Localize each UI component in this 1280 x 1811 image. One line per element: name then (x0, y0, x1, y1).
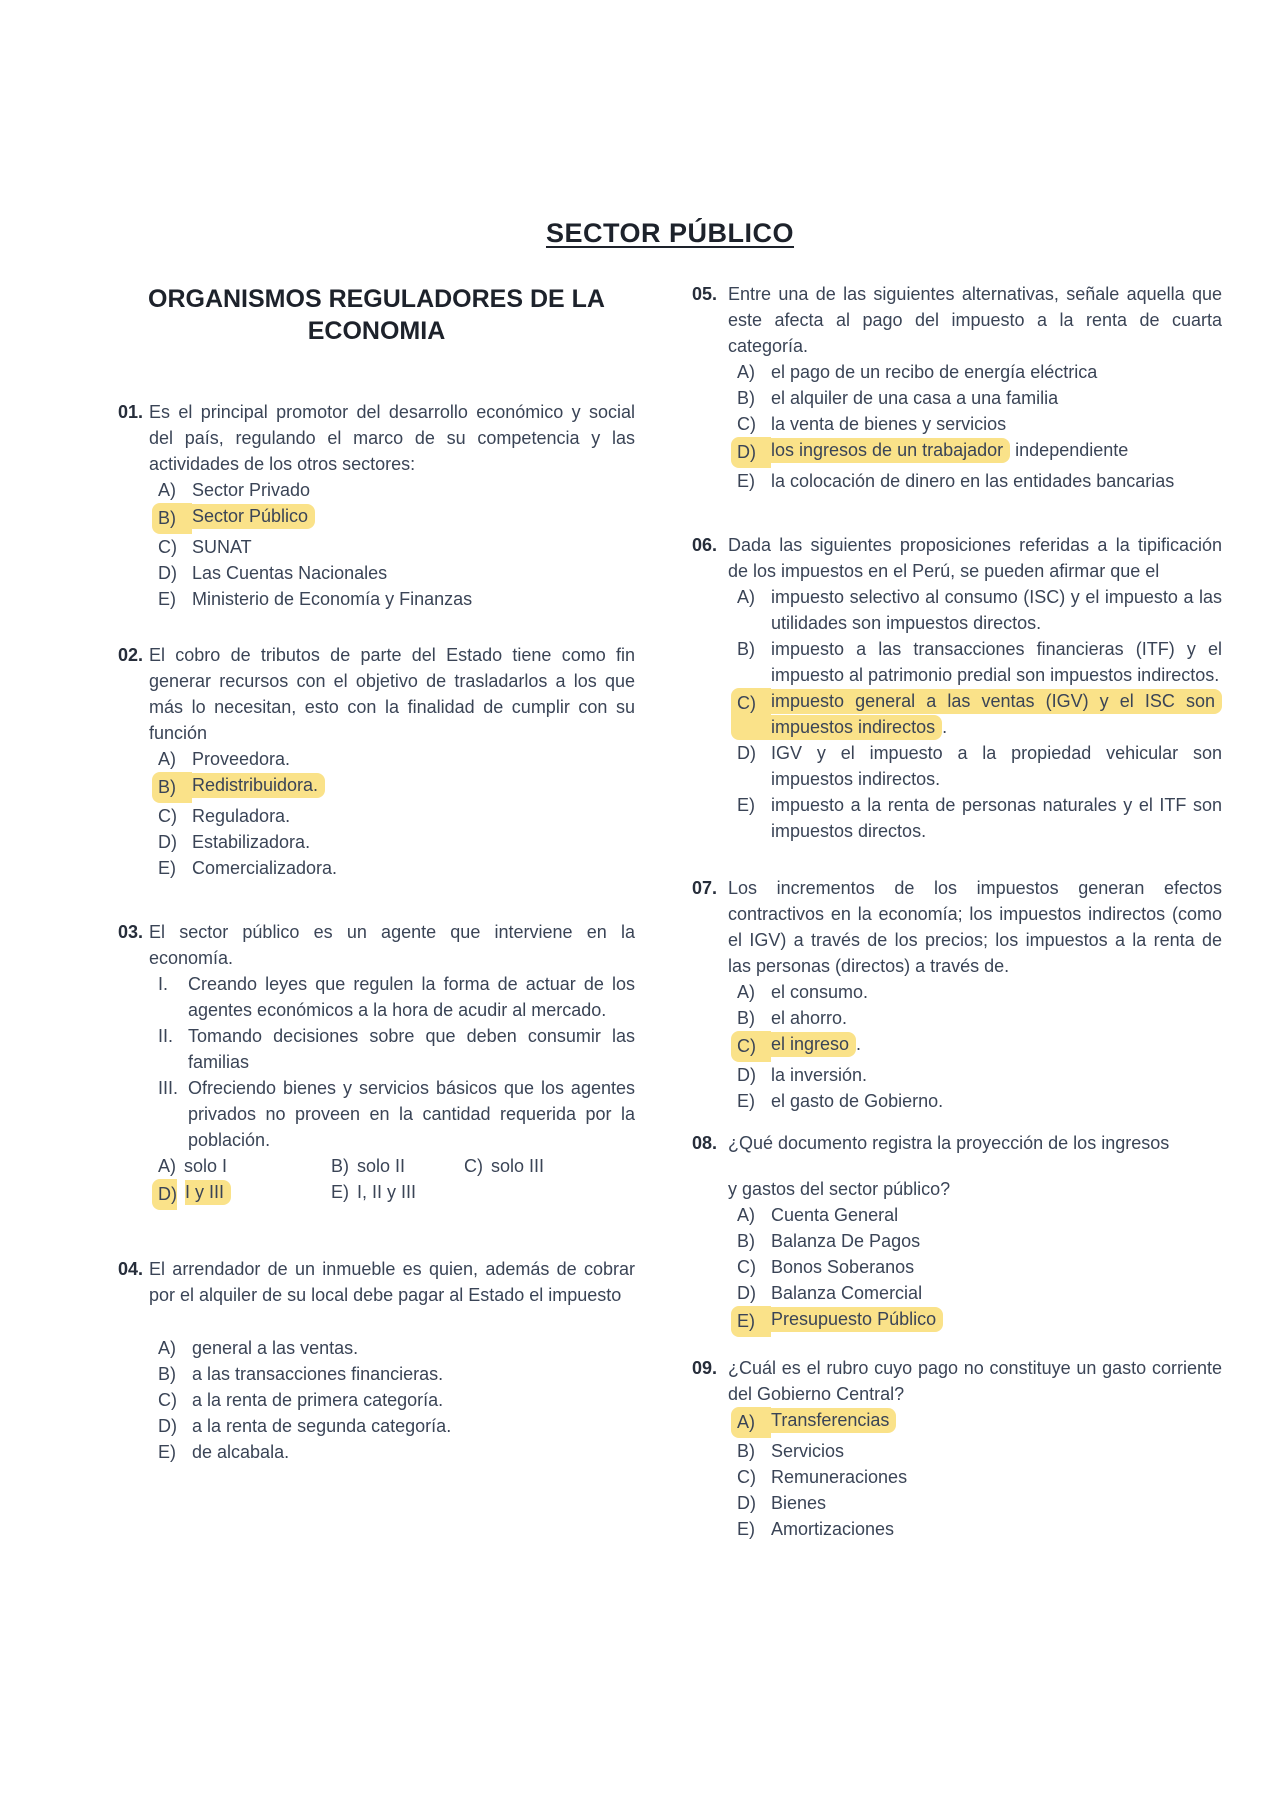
option-text: Las Cuentas Nacionales (192, 563, 388, 583)
roman-item-label: II. (158, 1026, 174, 1046)
option-text: la venta de bienes y servicios (771, 414, 1007, 434)
option-text (192, 772, 635, 803)
option-letter: D) (737, 1283, 756, 1303)
option-row (737, 1438, 1222, 1464)
question-number: 01. (118, 402, 144, 422)
options-list (737, 584, 1222, 844)
question-06 (692, 532, 1222, 844)
option-letter: A) (158, 1156, 176, 1176)
option-row (737, 1306, 1222, 1337)
left-column (118, 283, 635, 1465)
option-row (737, 359, 1222, 385)
answer-highlight: I y III (185, 1180, 231, 1205)
option-letter answer-highlight: D) (731, 437, 771, 468)
option-letter: C) (737, 414, 756, 434)
option-text: el ingreso . (771, 1031, 1222, 1062)
option-text: Cuenta General (771, 1205, 899, 1225)
option-row (737, 437, 1222, 468)
option-row (158, 1439, 635, 1465)
question-number: 02. (118, 645, 144, 665)
question-02 (118, 642, 635, 881)
question-03 (118, 919, 635, 1210)
option-text: IGV y el impuesto a la propiedad vehicular son impuestos indirectos. (771, 743, 1222, 789)
question-05 (692, 281, 1222, 494)
option-row (737, 1202, 1222, 1228)
option-row (737, 1228, 1222, 1254)
option-row (158, 1413, 635, 1439)
option-text: a la renta de segunda categoría. (192, 1416, 452, 1436)
option-row (737, 1464, 1222, 1490)
option-text: la colocación de dinero en las entidades bancarias (771, 471, 1175, 491)
option-letter: E) (158, 589, 176, 609)
roman-item-text: Creando leyes que regulen la forma de actuar de los agentes económicos a la hora de acudir al mercado. (188, 974, 635, 1020)
options-list (737, 979, 1222, 1114)
option-letter: E) (737, 471, 755, 491)
question-number: 08. (692, 1133, 718, 1153)
option-row (331, 1179, 464, 1210)
roman-item-label: III. (158, 1078, 179, 1098)
answer-highlight: Redistribuidora. (192, 773, 325, 798)
question-number: 03. (118, 922, 144, 942)
option-letter answer-highlight: E) (731, 1306, 771, 1337)
option-letter: A) (737, 587, 755, 607)
option-letter answer-highlight: B) (152, 772, 192, 803)
option-row (158, 803, 635, 829)
answer-highlight: Sector Público (192, 504, 315, 529)
question-stem: El sector público es un agente que interviene en la economía. (149, 922, 635, 968)
question-08 (692, 1130, 1222, 1337)
option-text (771, 1306, 1222, 1337)
question-stem: Los incrementos de los impuestos generan efectos contractivos en la economía; los impuestos indirectos (como el IGV) a través de los precios; los impuestos a la renta de las personas (directos) a través de. (728, 878, 1222, 976)
option-letter: E) (737, 795, 755, 815)
option-text: Remuneraciones (771, 1467, 908, 1487)
question-number: 04. (118, 1259, 144, 1279)
roman-item-text: Tomando decisiones sobre que deben consumir las familias (188, 1026, 635, 1072)
option-row (737, 584, 1222, 636)
option-row (158, 829, 635, 855)
option-text: Balanza De Pagos (771, 1231, 921, 1251)
question-number: 09. (692, 1358, 718, 1378)
option-text: Bienes (771, 1493, 827, 1513)
option-row (737, 688, 1222, 740)
option-text: solo I (184, 1156, 228, 1176)
option-text: Ministerio de Economía y Finanzas (192, 589, 473, 609)
option-row (737, 1062, 1222, 1088)
option-letter: C) (158, 806, 177, 826)
option-text: Sector Privado (192, 480, 311, 500)
option-row (331, 1153, 464, 1179)
option-row (158, 746, 635, 772)
option-letter: A) (158, 1338, 176, 1358)
option-row (158, 1335, 635, 1361)
option-letter: A) (737, 982, 755, 1002)
option-letter: D) (737, 743, 756, 763)
question-09 (692, 1355, 1222, 1542)
option-row (737, 1280, 1222, 1306)
option-row (737, 740, 1222, 792)
option-row (464, 1153, 635, 1179)
option-letter: D) (737, 1065, 756, 1085)
option-row (737, 1407, 1222, 1438)
option-text: a las transacciones financieras. (192, 1364, 444, 1384)
roman-item-text: Ofreciendo bienes y servicios básicos que los agentes privados no proveen en la cantidad requerida por la población. (188, 1078, 635, 1150)
question-stem-continued: y gastos del sector público? (728, 1179, 951, 1199)
option-text: impuesto general a las ventas (IGV) y el ISC son impuestos indirectos . (771, 688, 1222, 740)
option-text: solo II (357, 1156, 406, 1176)
options-list (737, 1407, 1222, 1542)
option-text: Estabilizadora. (192, 832, 311, 852)
option-letter: E) (158, 858, 176, 878)
options-list (158, 477, 635, 612)
option-row (737, 411, 1222, 437)
option-letter: E) (737, 1519, 755, 1539)
option-text: solo III (491, 1156, 545, 1176)
option-letter answer-highlight: B) (152, 503, 192, 534)
option-letter: B) (737, 388, 755, 408)
answer-highlight: el ingreso (771, 1032, 856, 1057)
option-row (158, 772, 635, 803)
section-heading: ORGANISMOS REGULADORES DE LA ECONOMIA (148, 285, 605, 345)
option-letter: C) (737, 1467, 756, 1487)
option-row (737, 636, 1222, 688)
page-title: SECTOR PÚBLICO (545, 218, 795, 249)
roman-items-list (158, 971, 635, 1153)
option-text: los ingresos de un trabajador independiente (771, 437, 1222, 468)
option-letter: A) (158, 480, 176, 500)
question-stem: Es el principal promotor del desarrollo económico y social del país, regulando el marco de su competencia y las actividades de los otros sectores: (149, 402, 635, 474)
option-row (158, 855, 635, 881)
option-text: Reguladora. (192, 806, 291, 826)
option-text (192, 503, 635, 534)
answer-highlight: Presupuesto Público (771, 1307, 943, 1332)
option-row (158, 1153, 331, 1179)
option-row (737, 1088, 1222, 1114)
option-letter: B) (737, 1441, 755, 1461)
question-stem: Dada las siguientes proposiciones referidas a la tipificación de los impuestos en el Perú, se pueden afirmar que el (728, 535, 1222, 581)
option-text: Balanza Comercial (771, 1283, 923, 1303)
question-stem: El arrendador de un inmueble es quien, además de cobrar por el alquiler de su local debe pagar al Estado el impuesto (149, 1259, 635, 1305)
option-letter: A) (158, 749, 176, 769)
option-letter: C) (464, 1156, 483, 1176)
option-letter: C) (737, 1257, 756, 1277)
option-text: el gasto de Gobierno. (771, 1091, 944, 1111)
option-letter answer-highlight: C) (731, 1031, 771, 1062)
option-letter: C) (158, 1390, 177, 1410)
option-row (737, 1516, 1222, 1542)
question-04 (118, 1256, 635, 1465)
option-text: de alcabala. (192, 1442, 290, 1462)
question-number: 07. (692, 878, 718, 898)
options-list (737, 359, 1222, 494)
option-row (158, 560, 635, 586)
option-row (158, 1387, 635, 1413)
option-row (158, 1179, 331, 1210)
options-list (737, 1202, 1222, 1337)
option-text (185, 1179, 331, 1210)
option-text: Amortizaciones (771, 1519, 895, 1539)
option-letter: C) (158, 537, 177, 557)
roman-item-label: I. (158, 974, 169, 994)
question-stem: ¿Qué documento registra la proyección de los ingresos (728, 1133, 1170, 1153)
option-text: I, II y III (357, 1182, 417, 1202)
answer-highlight: Transferencias (771, 1408, 896, 1433)
option-text: impuesto a la renta de personas naturales y el ITF son impuestos directos. (771, 795, 1222, 841)
option-row (737, 979, 1222, 1005)
option-letter: A) (737, 362, 755, 382)
option-letter answer-highlight: D) (152, 1179, 177, 1210)
question-number: 05. (692, 284, 718, 304)
option-letter answer-highlight: C) (731, 688, 771, 740)
question-number: 06. (692, 535, 718, 555)
option-text (771, 1407, 1222, 1438)
option-text: Comercializadora. (192, 858, 338, 878)
option-letter: D) (737, 1493, 756, 1513)
option-text: a la renta de primera categoría. (192, 1390, 444, 1410)
option-text: el consumo. (771, 982, 869, 1002)
right-column (692, 281, 1222, 1542)
option-letter: A) (737, 1205, 755, 1225)
option-text: impuesto selectivo al consumo (ISC) y el impuesto a las utilidades son impuestos directos. (771, 587, 1222, 633)
question-07 (692, 875, 1222, 1114)
option-letter: E) (158, 1442, 176, 1462)
option-letter: B) (737, 639, 755, 659)
option-letter: B) (737, 1231, 755, 1251)
option-letter: E) (331, 1182, 349, 1202)
option-text: el alquiler de una casa a una familia (771, 388, 1059, 408)
option-text: Servicios (771, 1441, 845, 1461)
answer-highlight: los ingresos de un trabajador (771, 438, 1010, 463)
option-row (737, 1005, 1222, 1031)
option-letter: B) (331, 1156, 349, 1176)
option-row (737, 468, 1222, 494)
option-row (737, 792, 1222, 844)
option-letter: D) (158, 1416, 177, 1436)
question-stem: Entre una de las siguientes alternativas, señale aquella que este afecta al pago del impuesto a la renta de cuarta categoría. (728, 284, 1222, 356)
options-list (158, 746, 635, 881)
option-text: SUNAT (192, 537, 252, 557)
roman-item (158, 971, 635, 1023)
option-letter: B) (158, 1364, 176, 1384)
option-row (737, 385, 1222, 411)
option-letter answer-highlight: A) (731, 1407, 771, 1438)
option-row (158, 534, 635, 560)
option-row (158, 477, 635, 503)
option-row (158, 503, 635, 534)
roman-item (158, 1023, 635, 1075)
option-text: el ahorro. (771, 1008, 848, 1028)
option-row (737, 1031, 1222, 1062)
option-text: impuesto a las transacciones financieras (ITF) y el impuesto al patrimonio predial son impuestos indirectos. (771, 639, 1222, 685)
options-grid (158, 1153, 635, 1210)
roman-item (158, 1075, 635, 1153)
question-stem: ¿Cuál es el rubro cuyo pago no constituye un gasto corriente del Gobierno Central? (728, 1358, 1222, 1404)
option-text: la inversión. (771, 1065, 868, 1085)
option-text: Bonos Soberanos (771, 1257, 915, 1277)
option-row (158, 586, 635, 612)
option-letter: B) (737, 1008, 755, 1028)
options-list (158, 1335, 635, 1465)
option-text: Proveedora. (192, 749, 291, 769)
answer-highlight: impuesto general a las ventas (IGV) y el ISC son impuestos indirectos (771, 689, 1222, 740)
option-row (737, 1254, 1222, 1280)
option-row (737, 1490, 1222, 1516)
option-letter: D) (158, 832, 177, 852)
question-stem: El cobro de tributos de parte del Estado tiene como fin generar recursos con el objetivo de trasladarlos a los que más lo necesitan, esto con la finalidad de cumplir con su función (149, 645, 635, 743)
option-text: general a las ventas. (192, 1338, 359, 1358)
option-letter: D) (158, 563, 177, 583)
question-01 (118, 399, 635, 612)
option-letter: E) (737, 1091, 755, 1111)
option-row (158, 1361, 635, 1387)
option-text: el pago de un recibo de energía eléctrica (771, 362, 1098, 382)
